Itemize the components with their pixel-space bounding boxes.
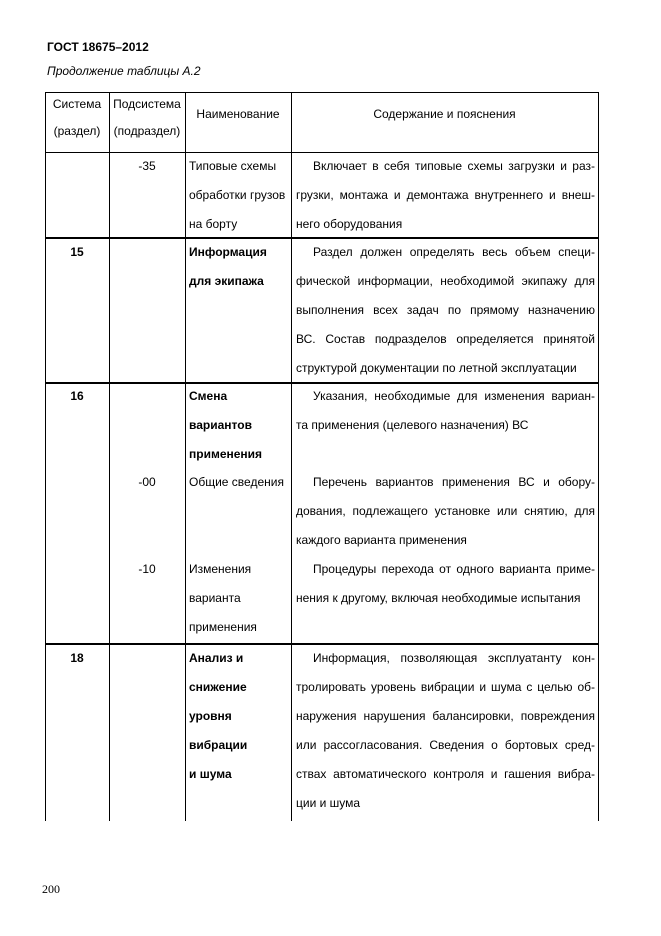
row-content: Указания, необходимые для изменения вариан- та применения (целевого назначения) ВС: [296, 389, 595, 432]
row-subsystem: -00: [138, 475, 156, 489]
row-content: Процедуры перехода от одного варианта приме- нения к другому, включая необходимые испытания: [296, 562, 595, 605]
row-content: Раздел должен определять весь объем специ- фической информации, необходимой экипажу для выполнения всех задач по прямому назначению ВС. Состав подразделов определяется принятой структурой документации по летной эксплуатации: [296, 245, 595, 375]
row-system: 15: [70, 245, 84, 259]
header-name: Наименование: [196, 107, 280, 121]
row-name: Типовые схемы обработки грузов на борту: [189, 159, 286, 231]
row-name: Анализ и снижение уровня вибрации и шума: [189, 651, 248, 781]
gost-title: ГОСТ 18675–2012: [47, 40, 149, 54]
row-subsystem: -10: [138, 562, 156, 576]
row-name: Смена вариантов применения: [189, 389, 263, 461]
row-content: Перечень вариантов применения ВС и обору- дования, подлежащего установке или снятию, для каждого варианта применения: [296, 475, 595, 547]
row-subsystem: -35: [138, 159, 156, 173]
header-content: Содержание и пояснения: [373, 107, 516, 121]
row-system: 16: [70, 389, 84, 403]
page-number: 200: [42, 882, 60, 896]
row-system: 18: [70, 651, 84, 665]
specification-table: [45, 92, 599, 821]
row-name: Информация для экипажа: [189, 245, 267, 288]
table-subtitle: Продолжение таблицы А.2: [47, 64, 201, 78]
row-content: Включает в себя типовые схемы загрузки и раз- грузки, монтажа и демонтажа внутреннего и внеш- него оборудования: [296, 159, 595, 231]
row-name: Изменения варианта применения: [189, 562, 257, 634]
header-subsystem: Подсистема (подраздел): [113, 97, 181, 138]
header-system: Система (раздел): [52, 97, 102, 138]
row-name: Общие сведения: [189, 475, 284, 489]
row-content: Информация, позволяющая эксплуатанту кон- тролировать уровень вибрации и шума с целью об- наружения нарушения балансировки, повреждения или рассогласования. Сведения о бортовых сред- ствах автоматического контроля и гашения вибра- ции и шума: [296, 651, 595, 810]
